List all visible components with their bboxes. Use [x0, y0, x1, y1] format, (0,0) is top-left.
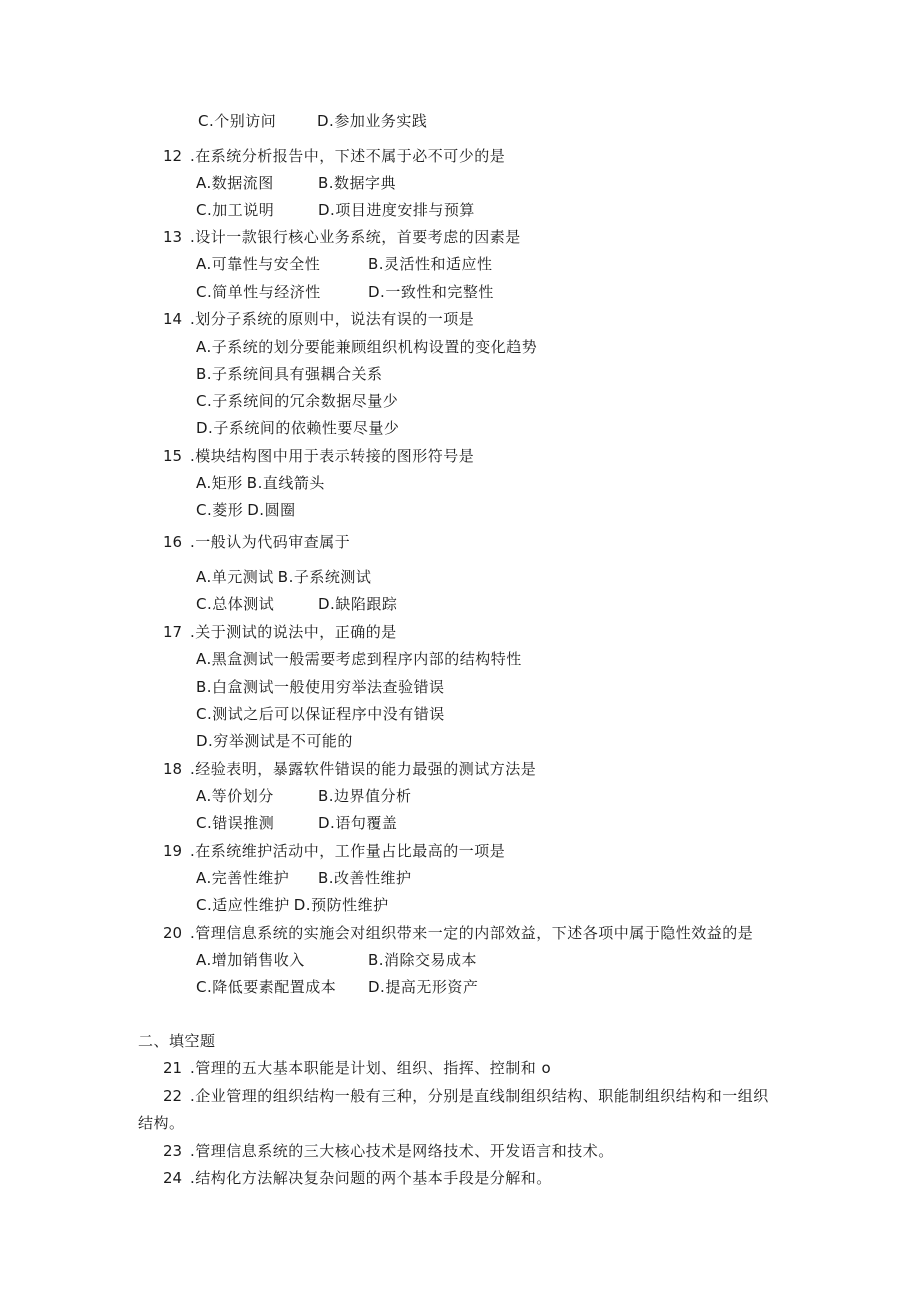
question-number: 22 [163, 1087, 183, 1105]
option-b: B.直线箭头 [246, 474, 325, 492]
option-b: B.子系统间具有强耦合关系 [196, 365, 383, 383]
option-row-cd [196, 896, 389, 914]
question-stem: .设计一款银行核心业务系统，首要考虑的因素是 [190, 228, 521, 246]
section-heading: 二、填空题 [138, 1032, 216, 1050]
option-d: D.圆圈 [247, 501, 296, 519]
question-stem: .管理信息系统的实施会对组织带来一定的内部效益，下述各项中属于隐性效益的是 [190, 924, 754, 942]
option-b: B.白盒测试一般使用穷举法查验错误 [196, 678, 445, 696]
option-c: C.总体测试 [196, 595, 275, 613]
option-d: D.缺陷跟踪 [318, 595, 398, 613]
question-text: .结构化方法解决复杂问题的两个基本手段是分解和。 [190, 1169, 552, 1187]
option-d: D.穷举测试是不可能的 [196, 732, 353, 750]
option-a: A.子系统的划分要能兼顾组织机构设置的变化趋势 [196, 338, 538, 356]
option-d: D.提高无形资产 [368, 978, 479, 996]
option-c: C.子系统间的冗余数据尽量少 [196, 392, 399, 410]
option-a: A.单元测试 [196, 568, 274, 586]
option-b: B.边界值分析 [318, 787, 412, 805]
question-number: 12 [163, 147, 183, 165]
question-number: 16 [163, 533, 183, 551]
option-c: C.降低要素配置成本 [196, 978, 337, 996]
question-stem: .经验表明，暴露软件错误的能力最强的测试方法是 [190, 760, 537, 778]
option-row-ab [196, 568, 371, 586]
option-b: B.灵活性和适应性 [368, 255, 493, 273]
option-a: A.增加销售收入 [196, 951, 305, 969]
option-c: C.简单性与经济性 [196, 283, 321, 301]
question-stem: .在系统分析报告中，下述不属于必不可少的是 [190, 147, 506, 165]
question-number: 23 [163, 1142, 183, 1160]
question-stem: .一般认为代码审查属于 [190, 533, 351, 551]
option-b: B.消除交易成本 [368, 951, 478, 969]
option-c: C.个别访问 [198, 112, 277, 130]
question-number: 21 [163, 1059, 183, 1077]
option-a: A.可靠性与安全性 [196, 255, 321, 273]
option-a: A.完善性维护 [196, 869, 290, 887]
question-text: .管理的五大基本职能是计划、组织、指挥、控制和 o [190, 1059, 552, 1077]
question-stem: .在系统维护活动中，工作量占比最高的一项是 [190, 842, 506, 860]
option-c: C.错误推测 [196, 814, 275, 832]
question-number: 19 [163, 842, 183, 860]
option-a: A.等价划分 [196, 787, 274, 805]
question-number: 14 [163, 310, 183, 328]
option-b: B.数据字典 [318, 174, 397, 192]
question-text: .管理信息系统的三大核心技术是网络技术、开发语言和技术。 [190, 1142, 614, 1160]
question-number: 17 [163, 623, 183, 641]
option-a: A.矩形 [196, 474, 243, 492]
option-a: A.数据流图 [196, 174, 274, 192]
option-d: D.预防性维护 [293, 896, 389, 914]
option-d: D.一致性和完整性 [368, 283, 494, 301]
option-a: A.黑盒测试一般需要考虑到程序内部的结构特性 [196, 650, 522, 668]
question-number: 20 [163, 924, 183, 942]
question-number: 24 [163, 1169, 183, 1187]
option-c: C.菱形 [196, 501, 244, 519]
question-stem: .模块结构图中用于表示转接的图形符号是 [190, 447, 475, 465]
option-d: D.子系统间的依赖性要尽量少 [196, 419, 400, 437]
option-b: B.改善性维护 [318, 869, 412, 887]
question-number: 13 [163, 228, 183, 246]
option-c: C.适应性维护 [196, 896, 290, 914]
question-stem: .划分子系统的原则中，说法有误的一项是 [190, 310, 475, 328]
option-b: B.子系统测试 [277, 568, 372, 586]
option-c: C.测试之后可以保证程序中没有错误 [196, 705, 445, 723]
option-d: D.语句覆盖 [318, 814, 398, 832]
question-text: .企业管理的组织结构一般有三种，分别是直线制组织结构、职能制组织结构和一组织 [190, 1087, 769, 1105]
option-c: C.加工说明 [196, 201, 275, 219]
option-d: D.项目进度安排与预算 [318, 201, 475, 219]
question-number: 15 [163, 447, 183, 465]
question-text-continuation: 结构。 [138, 1114, 185, 1132]
question-stem: .关于测试的说法中，正确的是 [190, 623, 397, 641]
question-number: 18 [163, 760, 183, 778]
option-row-ab [196, 474, 325, 492]
option-row-cd [196, 501, 296, 519]
option-d: D.参加业务实践 [317, 112, 428, 130]
